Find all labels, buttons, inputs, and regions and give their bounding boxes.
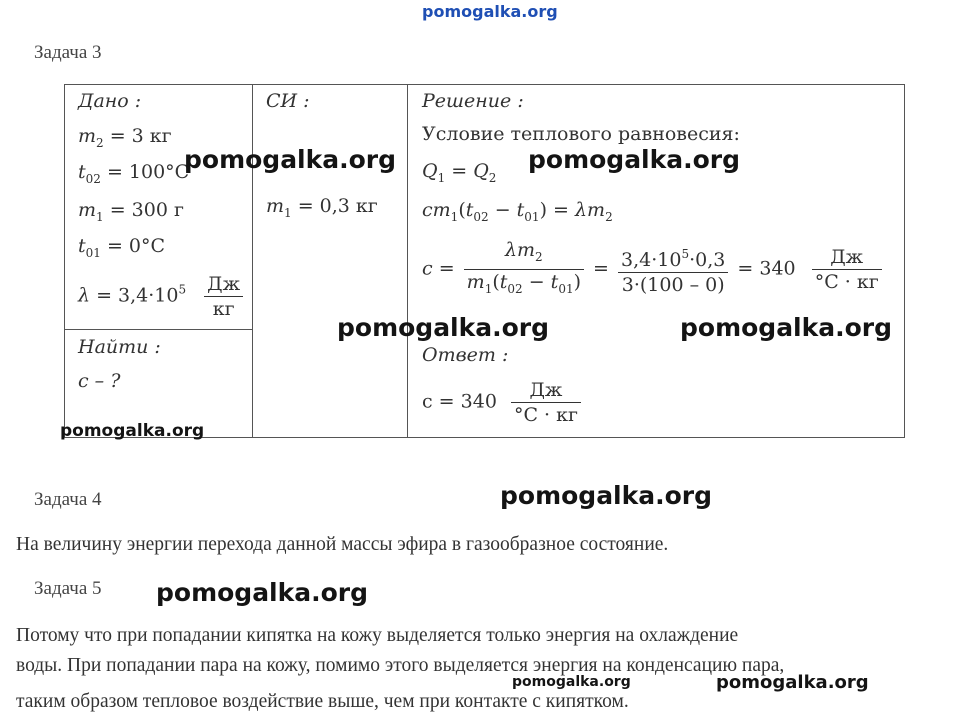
given-t01: $t_{01} = 0^\circ C$ (78, 235, 166, 260)
solution-title: Решение : (422, 90, 524, 112)
task4-answer-text: На величину энергии перехода данной массы эфира в газообразное состояние. (16, 534, 669, 555)
si-m1: $m_1 = 0,3$ кг (266, 195, 378, 220)
task5-answer-line-3: таким образом тепловое воздействие выше, чем при контакте с кипятком. (16, 691, 629, 712)
given-m1: $m_1 = 300$ г (78, 199, 184, 224)
task3-heading: Задача 3 (34, 42, 102, 63)
given-m2: $m_2 = 3$ кг (78, 125, 172, 150)
watermark: pomogalka.org (716, 672, 869, 693)
answer-value: c = 340 $\frac{Дж}{^\circ C \cdot кг}$ (422, 378, 584, 427)
answer-title: Ответ : (422, 344, 509, 366)
si-title: СИ : (266, 90, 310, 112)
watermark: pomogalka.org (184, 145, 397, 174)
equilibrium-condition: Условие теплового равновесия: (422, 123, 740, 145)
given-lambda: $\lambda = 3,4\cdot 10^5$ $\frac{Дж}{кг}$ (78, 272, 246, 321)
task5-heading: Задача 5 (34, 578, 102, 599)
watermark: pomogalka.org (337, 313, 550, 342)
watermark: pomogalka.org (156, 578, 369, 607)
task5-answer-line-2: воды. При попадании пара на кожу, помимо этого выделяется энергия на конденсацию пара, (16, 655, 785, 676)
find-item: c – ? (78, 370, 121, 392)
given-t02: $t_{02} = 100^\circ C$ (78, 161, 190, 186)
task4-heading: Задача 4 (34, 489, 102, 510)
watermark: pomogalka.org (680, 313, 893, 342)
watermark: pomogalka.org (60, 421, 205, 441)
watermark: pomogalka.org (512, 674, 631, 690)
equation-heat-balance: $Q_1 = Q_2$ (422, 160, 497, 185)
watermark: pomogalka.org (528, 145, 741, 174)
equation-result: c = $\frac{\lambda m_2}{m_1(t_{02} - t_{01})}$ = $\frac{3,4\cdot 10^5\cdot 0,3}{3\cdot(100 - 0)}$ = 340 $\frac{Дж}{^\circ C \cdot кг}$ (422, 238, 885, 301)
watermark: pomogalka.org (500, 481, 713, 510)
find-title: Найти : (78, 336, 161, 358)
given-title: Дано : (78, 90, 142, 112)
task5-answer-line-1: Потому что при попадании кипятка на кожу выделяется только энергия на охлаждение (16, 625, 739, 646)
watermark-top: pomogalka.org (422, 2, 558, 21)
equation-expanded: $cm_1(t_{02} - t_{01}) = \lambda m_2$ (422, 199, 613, 224)
